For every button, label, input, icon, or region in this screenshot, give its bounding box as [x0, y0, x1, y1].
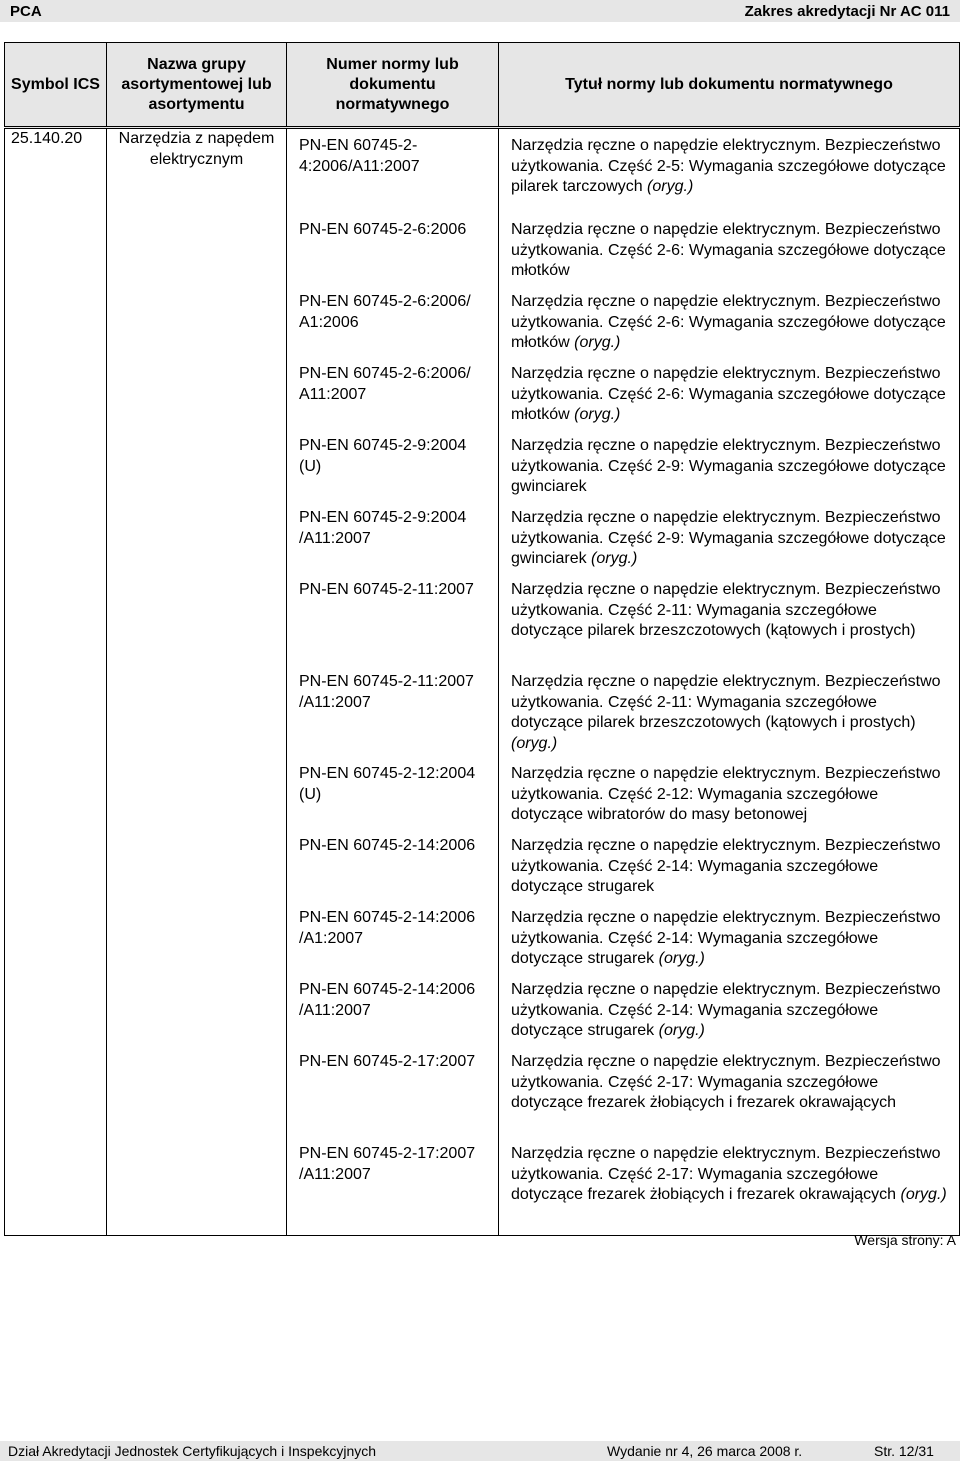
- footer-page-number: Str. 12/31: [874, 1443, 934, 1459]
- norm-title: [505, 357, 953, 429]
- group-name: Narzędzia z napędem elektrycznym: [118, 130, 275, 168]
- norm-number: PN-EN 60745-2-6:2006/ A1:2006: [299, 293, 471, 331]
- norm-title-text: Narzędzia ręczne o napędzie elektrycznym. Bezpieczeństwo użytkowania. Część 2-14: Wymagania szczegółowe dotyczące strugarek: [511, 837, 941, 896]
- norm-title-text: Narzędzia ręczne o napędzie elektrycznym. Bezpieczeństwo użytkowania. Część 2-17: Wymagania szczegółowe dotyczące frezarek żłobiących i frezarek okrawających: [511, 1053, 941, 1112]
- original-version-note: (oryg.): [896, 1186, 947, 1204]
- footer-department: Dział Akredytacji Jednostek Certyfikujących i Inspekcyjnych: [8, 1443, 377, 1459]
- original-version-note: (oryg.): [642, 178, 694, 196]
- norm-number: PN-EN 60745-2-11:2007 /A11:2007: [299, 673, 474, 711]
- norm-title: [505, 973, 953, 1045]
- norm-title: [505, 429, 953, 501]
- norm-title-text: Narzędzia ręczne o napędzie elektrycznym. Bezpieczeństwo użytkowania. Część 2-12: Wymagania szczegółowe dotyczące wibratorów do masy betonowej: [511, 765, 941, 824]
- footer-edition: Wydanie nr 4, 26 marca 2008 r.: [607, 1443, 803, 1459]
- norm-title-text: Narzędzia ręczne o napędzie elektrycznym. Bezpieczeństwo użytkowania. Część 2-5: Wymagania szczegółowe dotyczące pilarek tarczowych: [511, 137, 946, 196]
- original-version-note: (oryg.): [654, 1022, 705, 1040]
- norm-title: [505, 665, 953, 757]
- original-version-note: (oryg.): [586, 550, 638, 568]
- norm-title: [505, 501, 953, 573]
- table-body: [5, 128, 960, 1236]
- norm-title: [505, 213, 953, 285]
- norm-title: [505, 901, 953, 973]
- norm-title-text: Narzędzia ręczne o napędzie elektrycznym. Bezpieczeństwo użytkowania. Część 2-6: Wymagania szczegółowe dotyczące młotków: [511, 293, 946, 352]
- norm-number: PN-EN 60745-2-9:2004 (U): [299, 437, 467, 475]
- norm-title-text: Narzędzia ręczne o napędzie elektrycznym. Bezpieczeństwo użytkowania. Część 2-11: Wymagania szczegółowe dotyczące pilarek brzeszczotowych (kątowych i prostych): [511, 673, 941, 732]
- original-version-note: (oryg.): [654, 950, 705, 968]
- norm-number: PN-EN 60745-2-6:2006: [299, 221, 467, 238]
- norm-number: PN-EN 60745-2-14:2006 /A11:2007: [299, 981, 476, 1019]
- page-footer: [0, 1441, 960, 1461]
- norm-title: [505, 285, 953, 357]
- norm-number: PN-EN 60745-2-17:2007: [299, 1053, 476, 1070]
- header-norm-title: Tytuł normy lub dokumentu normatywnego: [499, 43, 960, 128]
- norm-title: [505, 573, 953, 665]
- norm-title-text: Narzędzia ręczne o napędzie elektrycznym. Bezpieczeństwo użytkowania. Część 2-6: Wymagania szczegółowe dotyczące młotków: [511, 365, 946, 424]
- norm-number: PN-EN 60745-2-6:2006/ A11:2007: [299, 365, 471, 403]
- norm-number: PN-EN 60745-2-4:2006/A11:2007: [299, 137, 420, 175]
- norm-column: [287, 128, 499, 1236]
- norm-title: [505, 829, 953, 901]
- norm-title-text: Narzędzia ręczne o napędzie elektrycznym. Bezpieczeństwo użytkowania. Część 2-17: Wymagania szczegółowe dotyczące frezarek żłobiących i frezarek okrawających: [511, 1145, 941, 1204]
- original-version-note: (oryg.): [569, 334, 621, 352]
- ics-cell: [5, 128, 107, 1236]
- header-group-name: Nazwa grupy asortymentowej lub asortymentu: [107, 43, 287, 128]
- table-header-row: [5, 43, 960, 128]
- norm-title-text: Narzędzia ręczne o napędzie elektrycznym. Bezpieczeństwo użytkowania. Część 2-14: Wymagania szczegółowe dotyczące strugarek: [511, 981, 941, 1040]
- norm-number: PN-EN 60745-2-14:2006: [299, 837, 476, 854]
- norm-title: [505, 129, 953, 213]
- ics-code: 25.140.20: [11, 130, 83, 147]
- norm-title: [505, 1045, 953, 1137]
- norm-number: PN-EN 60745-2-17:2007 /A11:2007: [299, 1145, 476, 1183]
- page-version: Wersja strony: A: [854, 1232, 956, 1248]
- header-org: PCA: [10, 2, 42, 20]
- group-cell: [107, 128, 287, 1236]
- norm-number: PN-EN 60745-2-11:2007: [299, 581, 474, 598]
- header-norm-number: Numer normy lub dokumentu normatywnego: [287, 43, 499, 128]
- header-scope-title: Zakres akredytacji Nr AC 011: [744, 2, 950, 20]
- title-column: [499, 128, 960, 1236]
- norm-title-text: Narzędzia ręczne o napędzie elektrycznym. Bezpieczeństwo użytkowania. Część 2-11: Wymagania szczegółowe dotyczące pilarek brzeszczotowych (kątowych i prostych): [511, 581, 941, 640]
- original-version-note: (oryg.): [569, 406, 621, 424]
- header-symbol-ics: Symbol ICS: [5, 43, 107, 128]
- norm-title-text: Narzędzia ręczne o napędzie elektrycznym. Bezpieczeństwo użytkowania. Część 2-14: Wymagania szczegółowe dotyczące strugarek: [511, 909, 941, 968]
- norm-title-text: Narzędzia ręczne o napędzie elektrycznym. Bezpieczeństwo użytkowania. Część 2-9: Wymagania szczegółowe dotyczące gwinciarek: [511, 437, 946, 496]
- original-version-note: (oryg.): [511, 734, 558, 752]
- accreditation-table: [4, 42, 960, 1236]
- norm-number: PN-EN 60745-2-14:2006 /A1:2007: [299, 909, 476, 947]
- norm-number: PN-EN 60745-2-9:2004 /A11:2007: [299, 509, 467, 547]
- page-header: [0, 0, 960, 22]
- norm-title-text: Narzędzia ręczne o napędzie elektrycznym. Bezpieczeństwo użytkowania. Część 2-6: Wymagania szczegółowe dotyczące młotków: [511, 221, 946, 280]
- norm-number: PN-EN 60745-2-12:2004 (U): [299, 765, 476, 803]
- table-row: [5, 128, 960, 1236]
- norm-title: [505, 757, 953, 829]
- norm-title: [505, 1137, 953, 1229]
- norm-title-text: Narzędzia ręczne o napędzie elektrycznym. Bezpieczeństwo użytkowania. Część 2-9: Wymagania szczegółowe dotyczące gwinciarek: [511, 509, 946, 568]
